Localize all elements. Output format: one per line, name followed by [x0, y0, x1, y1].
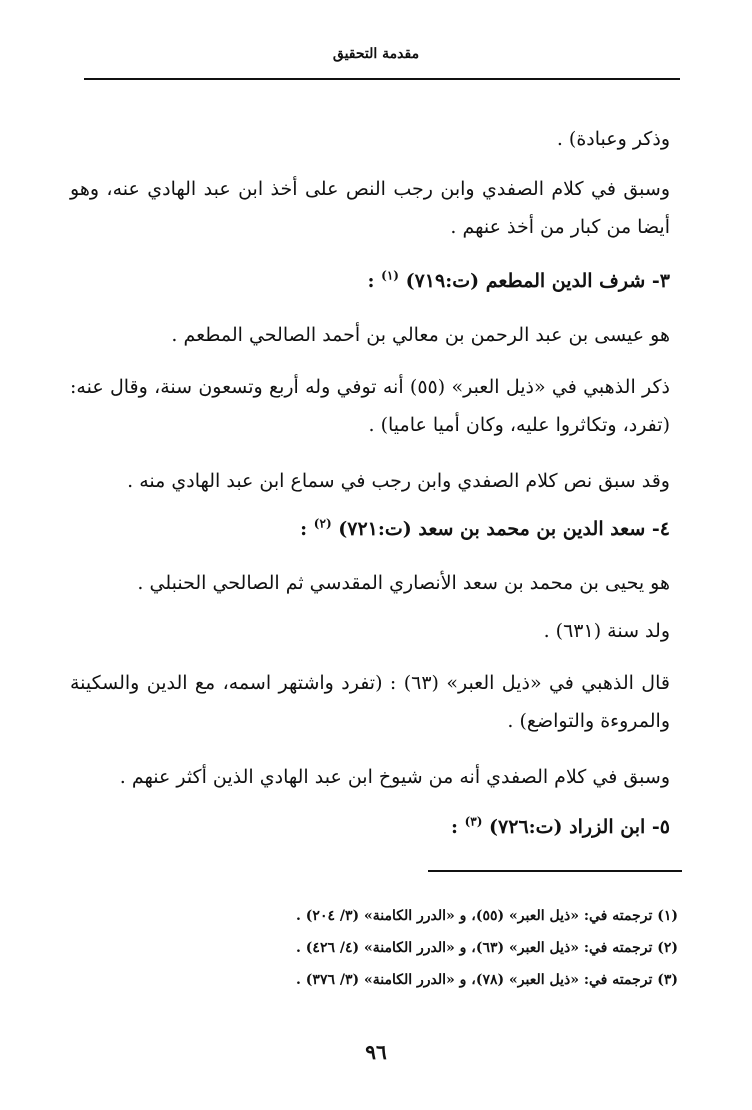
paragraph-10: وسبق في كلام الصفدي أنه من شيوخ ابن عبد الهادي الذين أكثر عنهم . [119, 766, 670, 788]
paragraph-5: ذكر الذهبي في «ذيل العبر» (٥٥) أنه توفي وله أربع وتسعون سنة، وقال عنه: (تفرد، وتكاثروا عليه، وكان أميا عاميا) . [70, 376, 670, 436]
paragraph-4: هو عيسى بن عبد الرحمن بن معالي بن أحمد الصالحي المطعم . [171, 324, 670, 346]
footnote-1: (١) ترجمته في: «ذيل العبر» (٥٥)، و «الدرر الكامنة» (٣/ ٢٠٤) . [296, 908, 678, 924]
heading-text: ٥- ابن الزراد (ت:٧٢٦) [489, 816, 670, 838]
footnote-ref-2[interactable]: (٢) [313, 516, 332, 531]
footnote-2: (٢) ترجمته في: «ذيل العبر» (٦٣)، و «الدرر الكامنة» (٤/ ٤٢٦) . [296, 940, 678, 956]
section-heading-3 [70, 262, 670, 300]
running-header: مقدمة التحقيق [332, 46, 420, 62]
paragraph-1: وذكر وعبادة) . [556, 128, 670, 150]
paragraph-7: هو يحيى بن محمد بن سعد الأنصاري المقدسي ثم الصالحي الحنبلي . [137, 572, 670, 594]
heading-text: ٣- شرف الدين المطعم (ت:٧١٩) [405, 270, 670, 292]
paragraph-8: ولد سنة (٦٣١) . [543, 620, 670, 642]
paragraph-6: وقد سبق نص كلام الصفدي وابن رجب في سماع ابن عبد الهادي منه . [127, 470, 670, 492]
page-number: ٩٦ [365, 1040, 387, 1064]
heading-colon: : [450, 816, 465, 838]
section-heading-5 [70, 808, 670, 846]
footnote-rule [428, 870, 682, 872]
paragraph-9: قال الذهبي في «ذيل العبر» (٦٣) : (تفرد واشتهر اسمه، مع الدين والسكينة والمروءة والتواضع) . [70, 672, 670, 732]
heading-colon: : [300, 518, 314, 540]
header-rule [84, 78, 680, 80]
footnote-3: (٣) ترجمته في: «ذيل العبر» (٧٨)، و «الدرر الكامنة» (٣/ ٣٧٦) . [296, 972, 678, 988]
heading-colon: : [367, 270, 382, 292]
footnote-ref-3[interactable]: (٣) [464, 814, 483, 829]
section-heading-4 [70, 510, 670, 548]
heading-text: ٤- سعد الدين بن محمد بن سعد (ت:٧٢١) [338, 518, 670, 540]
paragraph-2: وسبق في كلام الصفدي وابن رجب النص على أخذ ابن عبد الهادي عنه، وهو أيضا من كبار من أخذ عنهم . [70, 178, 670, 238]
footnote-ref-1[interactable]: (١) [381, 268, 399, 283]
